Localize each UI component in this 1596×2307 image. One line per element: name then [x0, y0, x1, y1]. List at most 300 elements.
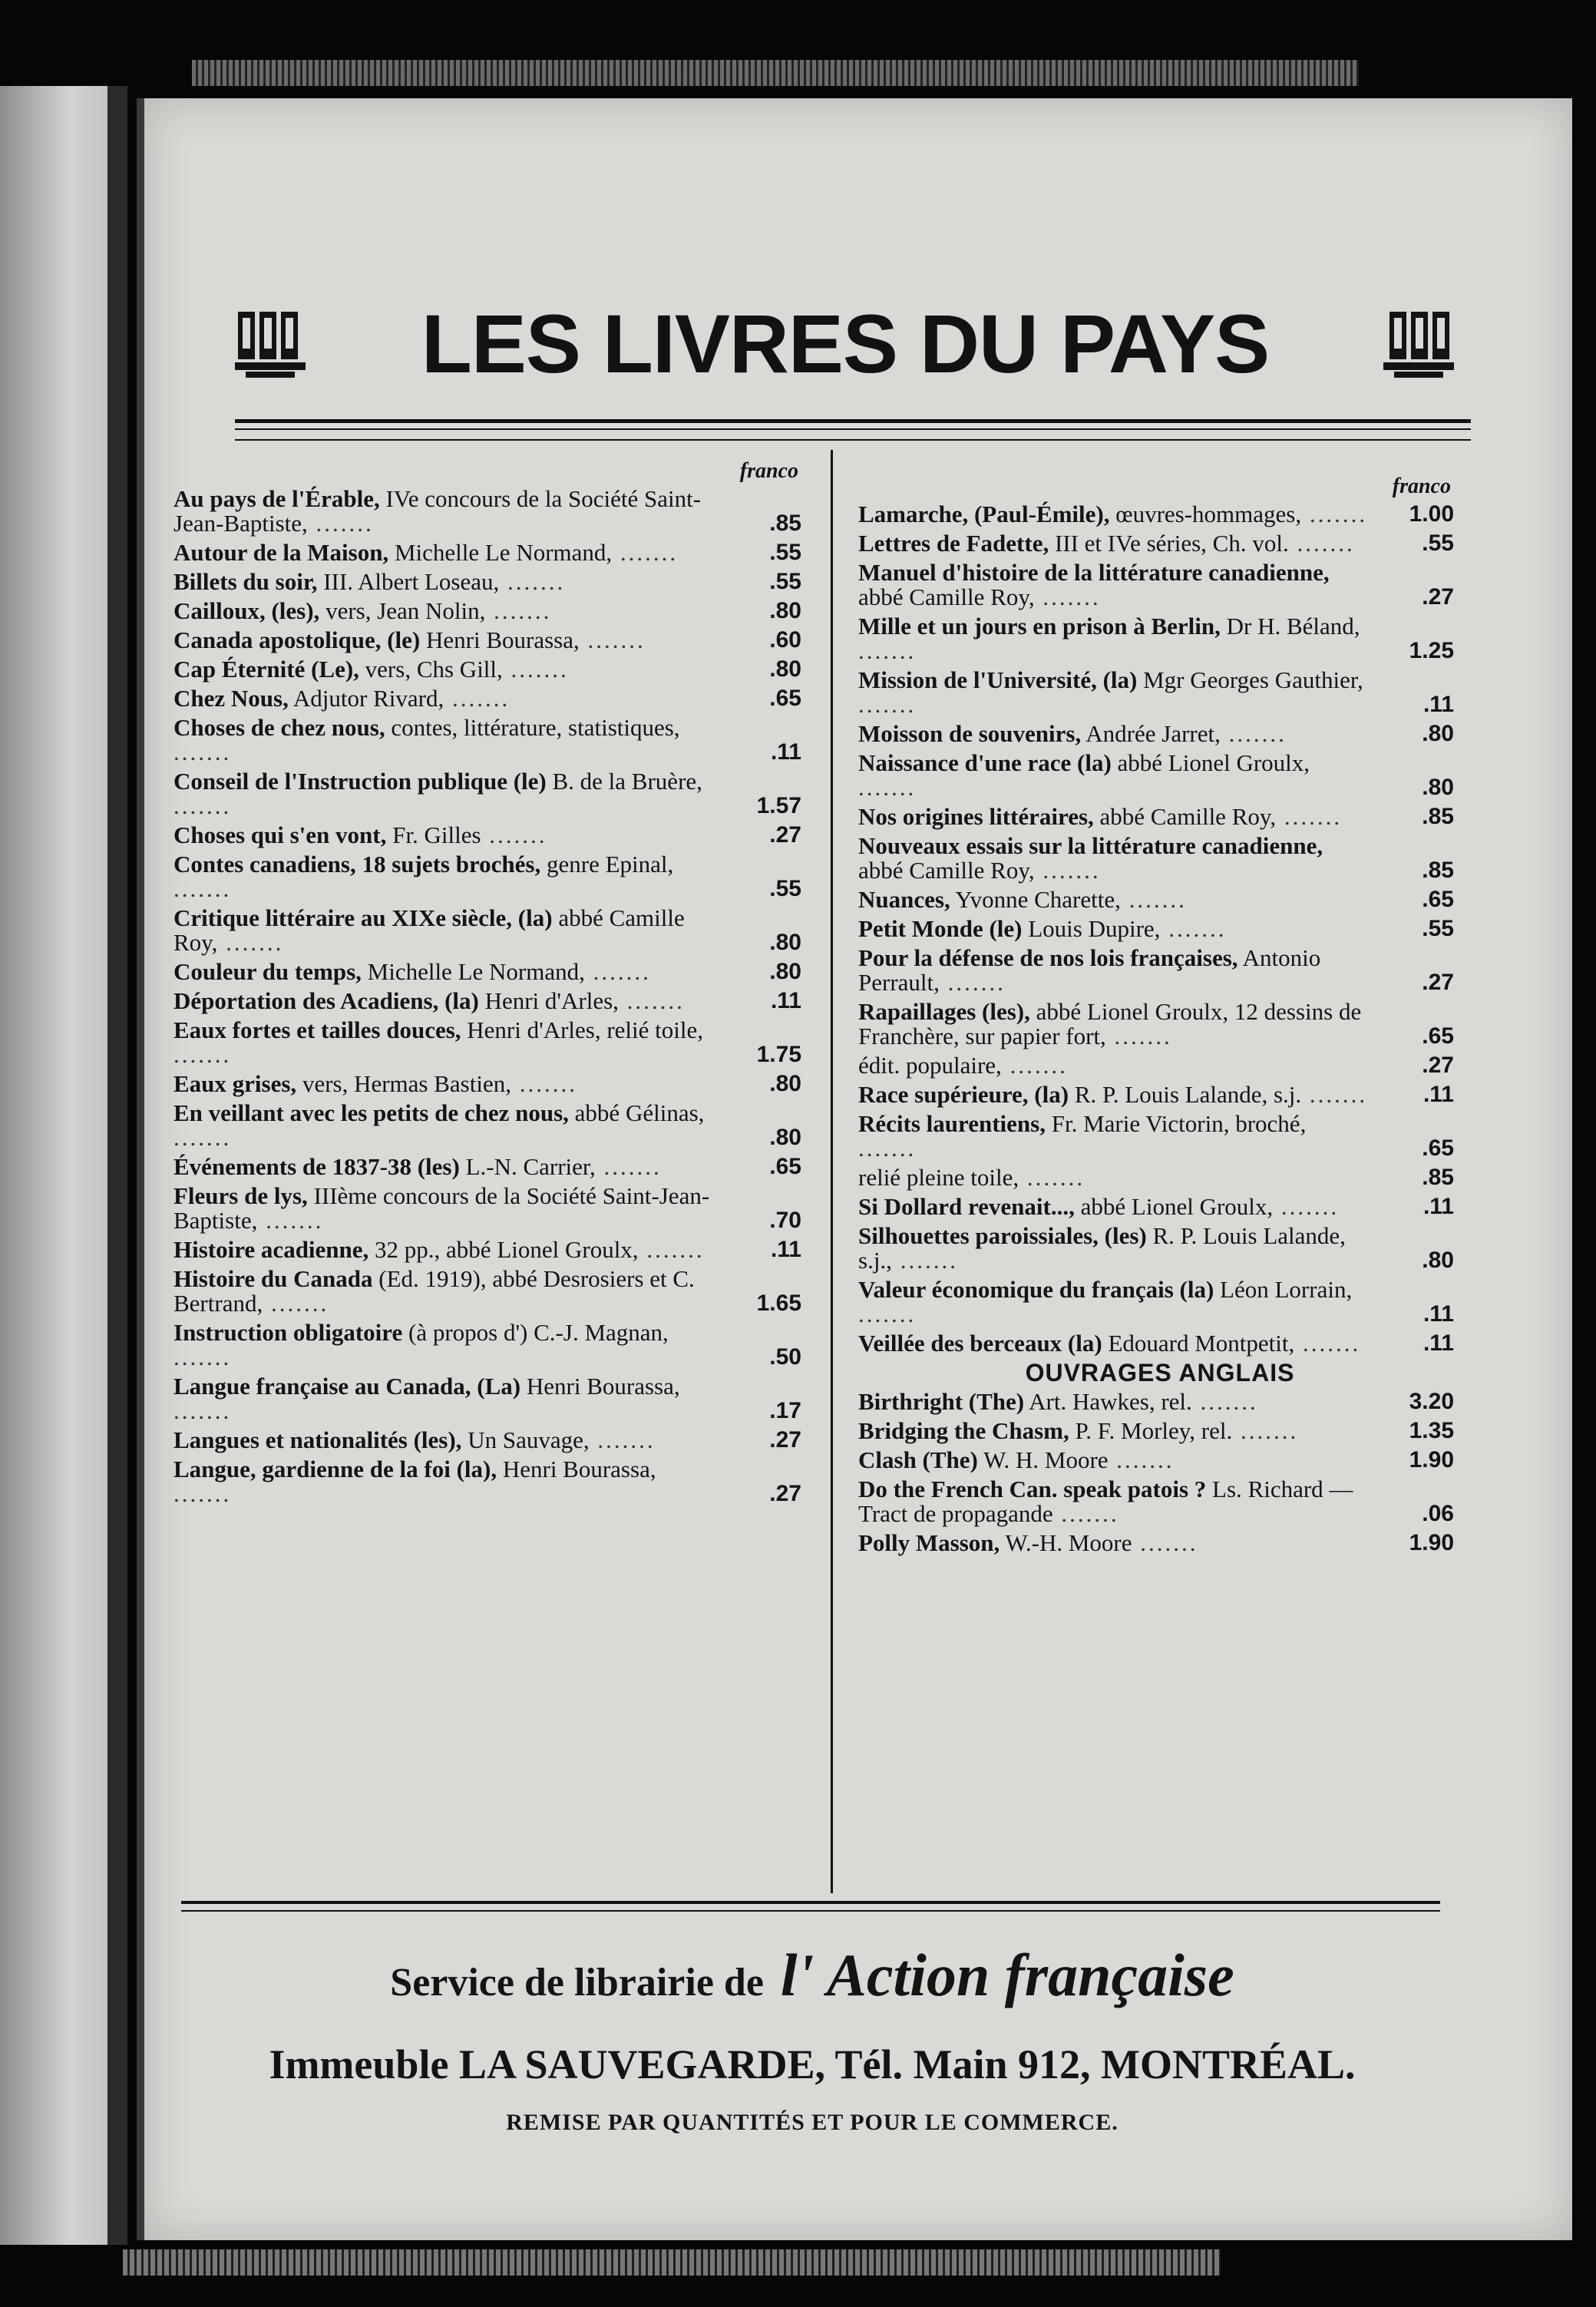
book-entry: [173, 570, 809, 594]
dot-leader: .......: [589, 1426, 656, 1453]
entries-left: [173, 487, 809, 1506]
book-author: abbé Lionel Groulx,: [1074, 1193, 1274, 1220]
book-price: 1.90: [1409, 1447, 1454, 1472]
book-author: Louis Dupire,: [1022, 915, 1161, 942]
book-title: Race supérieure, (la): [858, 1081, 1069, 1108]
book-price: .11: [1423, 1194, 1454, 1219]
book-title: Si Dollard revenait...,: [858, 1193, 1075, 1220]
book-title: Eaux grises,: [173, 1070, 297, 1097]
book-entry: [858, 1419, 1462, 1443]
book-list-right: [858, 474, 1462, 1560]
book-title: Fleurs de lys,: [173, 1182, 308, 1209]
book-title: Clash (The): [858, 1446, 978, 1473]
dot-leader: .......: [173, 1344, 232, 1370]
book-list-left: [173, 459, 809, 1511]
book-author: vers, Hermas Bastien,: [296, 1070, 511, 1097]
page-gutter-shadow: [107, 86, 127, 2245]
dot-leader: .......: [1273, 1193, 1340, 1220]
book-price: 1.65: [756, 1291, 801, 1316]
book-title: Événements de 1837-38 (les): [173, 1153, 460, 1180]
book-title: Contes canadiens, 18 sujets brochés,: [173, 851, 541, 878]
book-price: 3.20: [1409, 1389, 1454, 1414]
dot-leader: .......: [173, 739, 232, 765]
book-author: Antonio Perrault,: [858, 944, 1321, 996]
book-entry-text: [173, 769, 809, 818]
book-title: Nos origines littéraires,: [858, 803, 1094, 830]
book-entry: [858, 887, 1462, 912]
book-price: .50: [769, 1344, 801, 1370]
book-title: Bridging the Chasm,: [858, 1417, 1069, 1444]
dot-leader: .......: [511, 1070, 577, 1097]
book-price: .55: [769, 876, 801, 901]
book-entry-text: [173, 989, 809, 1013]
book-author: III. Albert Loseau,: [317, 568, 500, 595]
book-entry-text: [858, 1419, 1462, 1443]
book-entry-text: [858, 887, 1462, 912]
book-price: 1.35: [1409, 1418, 1454, 1443]
book-title: Lamarche, (Paul-Émile),: [858, 501, 1110, 527]
book-entry: [858, 1000, 1462, 1049]
book-entry: [173, 599, 809, 623]
dot-leader: .......: [1288, 530, 1355, 557]
book-author: IIIème concours de la Société Saint-Jean-Baptiste,: [173, 1182, 710, 1234]
book-author: abbé Lionel Groulx, 12 dessins de Franchère, sur papier fort,: [858, 998, 1362, 1049]
book-price: .80: [769, 1125, 801, 1150]
book-entry: [858, 1082, 1462, 1107]
book-author: genre Epinal,: [540, 851, 674, 878]
book-title: Lettres de Fadette,: [858, 530, 1049, 557]
book-title: Nuances,: [858, 886, 950, 913]
book-title: Birthright (The): [858, 1388, 1025, 1415]
dot-leader: .......: [1191, 1388, 1258, 1415]
book-price: .11: [1423, 1301, 1454, 1327]
book-entry: [858, 1224, 1462, 1273]
book-author: Michelle Le Normand,: [388, 539, 613, 566]
book-entry: [858, 834, 1462, 883]
dot-leader: .......: [1294, 1330, 1361, 1357]
book-entry: [173, 1101, 809, 1150]
entries-right: [858, 502, 1462, 1356]
book-entry-text: [173, 1320, 809, 1370]
book-entry: [173, 1374, 809, 1423]
book-title: Chez Nous,: [173, 685, 289, 712]
dot-leader: .......: [1132, 1529, 1198, 1556]
book-title: Nouveaux essais sur la littérature canadienne,: [858, 832, 1323, 859]
book-price: .80: [769, 598, 801, 623]
book-author: Michelle Le Normand,: [361, 958, 585, 985]
price-column-label: franco: [1392, 474, 1451, 498]
book-author: R. P. Louis Lalande, s.j.,: [858, 1222, 1346, 1274]
book-author: Dr H. Béland,: [1220, 613, 1360, 640]
dot-leader: .......: [1034, 857, 1101, 884]
header-rule: [235, 428, 1471, 430]
book-price: .65: [769, 686, 801, 711]
book-entry-text: [173, 1374, 809, 1423]
book-entry-text: [173, 906, 809, 955]
book-entry: [173, 716, 809, 765]
book-entry-text: [173, 686, 809, 711]
book-author: IVe concours de la Société Saint-Jean-Baptiste,: [173, 485, 702, 537]
footer-service-text: Service de librairie de: [390, 1961, 764, 2005]
footer-address: Immeuble LA SAUVEGARDE, Tél. Main 912, MONTRÉAL.: [269, 2041, 1356, 2087]
footer-service-line: [175, 1941, 1449, 2010]
book-title: Déportation des Acadiens, (la): [173, 987, 479, 1014]
book-entry: [858, 560, 1462, 610]
book-entry: [173, 989, 809, 1013]
book-title: Autour de la Maison,: [173, 539, 389, 566]
book-price: .85: [1422, 858, 1454, 883]
book-title: Choses de chez nous,: [173, 714, 385, 741]
book-author: Henri Bourassa,: [420, 626, 580, 653]
book-author: vers, Jean Nolin,: [319, 597, 486, 624]
book-price: 1.75: [756, 1042, 801, 1067]
dot-leader: .......: [502, 656, 569, 683]
book-entry-text: [858, 1277, 1462, 1327]
book-price: .06: [1422, 1501, 1454, 1526]
book-author: Fr. Gilles: [386, 821, 481, 848]
book-entry: [173, 686, 809, 711]
book-price: .55: [769, 569, 801, 594]
book-entry-text: [858, 946, 1462, 995]
header-rule: [235, 419, 1471, 423]
book-author: Yvonne Charette,: [950, 886, 1121, 913]
book-title: Conseil de l'Instruction publique (le): [173, 768, 547, 795]
book-author: Andrée Jarret,: [1081, 720, 1221, 747]
dot-leader: .......: [939, 969, 1006, 996]
book-entry: [858, 1331, 1462, 1356]
page-title: LES LIVRES DU PAYS: [421, 297, 1270, 390]
price-column-label: franco: [739, 459, 798, 483]
book-price: 1.25: [1409, 638, 1454, 663]
book-title: Polly Masson,: [858, 1529, 1000, 1556]
book-title: Do the French Can. speak patois ?: [858, 1476, 1207, 1502]
dot-leader: .......: [1220, 720, 1287, 747]
book-entry-text: [173, 1457, 809, 1506]
dot-leader: .......: [1052, 1500, 1119, 1527]
book-price: .55: [1422, 916, 1454, 941]
dot-leader: .......: [1108, 1446, 1175, 1473]
dot-leader: .......: [499, 568, 566, 595]
book-price: .55: [769, 540, 801, 565]
book-title: Moisson de souvenirs,: [858, 720, 1082, 747]
dot-leader: .......: [173, 1041, 232, 1068]
book-title: En veillant avec les petits de chez nous,: [173, 1099, 569, 1126]
book-title: Manuel d'histoire de la littérature canadienne,: [858, 559, 1330, 586]
book-author: abbé Camille Roy,: [173, 904, 685, 956]
dot-leader: .......: [1019, 1164, 1085, 1191]
book-author: B. de la Bruère,: [546, 768, 702, 795]
dot-leader: .......: [1001, 1052, 1068, 1079]
dot-leader: .......: [1301, 501, 1368, 527]
book-entry-text: [173, 1155, 809, 1179]
column-divider: [831, 450, 833, 1893]
book-author: Henri Bourassa,: [520, 1373, 680, 1400]
book-price: .65: [1422, 1023, 1454, 1049]
book-entry: [858, 1477, 1462, 1526]
book-entry-text: [173, 823, 809, 848]
book-price: .27: [1422, 584, 1454, 610]
book-entry: [858, 531, 1462, 556]
book-price: .65: [1422, 1135, 1454, 1161]
book-price: .80: [1422, 1248, 1454, 1273]
dot-leader: .......: [612, 539, 679, 566]
book-title: Naissance d'une race (la): [858, 749, 1112, 776]
book-author: abbé Camille Roy,: [858, 583, 1035, 610]
dot-leader: .......: [1276, 803, 1343, 830]
book-price: .11: [1423, 1330, 1454, 1356]
book-title: Rapaillages (les),: [858, 998, 1030, 1025]
book-price: .80: [769, 959, 801, 984]
book-entry: [173, 1018, 809, 1067]
footer-rule: [181, 1910, 1440, 1912]
book-author: Edouard Montpetit,: [1102, 1330, 1295, 1357]
book-price: .11: [1423, 692, 1454, 717]
book-entry-text: [858, 531, 1462, 556]
book-entry: [173, 769, 809, 818]
dot-leader: .......: [173, 875, 232, 902]
book-price: .11: [770, 739, 801, 765]
book-price: .85: [1422, 1165, 1454, 1190]
book-entry-text: [858, 560, 1462, 610]
dot-leader: .......: [1160, 915, 1227, 942]
book-entry: [858, 1448, 1462, 1472]
book-entry-text: [173, 628, 809, 653]
book-entry-text: [858, 834, 1462, 883]
book-entry: [173, 906, 809, 955]
book-price: .80: [769, 656, 801, 682]
book-entry-text: [858, 1082, 1462, 1107]
book-entry-text: [173, 1184, 809, 1233]
dot-leader: .......: [891, 1247, 958, 1274]
book-price: .80: [1422, 721, 1454, 746]
book-author: (Ed. 1919), abbé Desrosiers et C. Bertrand,: [173, 1265, 695, 1317]
book-author: Léon Lorrain,: [1214, 1276, 1353, 1303]
book-entry: [858, 1531, 1462, 1555]
book-price: .27: [769, 1481, 801, 1506]
book-author: Mgr Georges Gauthier,: [1137, 666, 1363, 693]
dot-leader: .......: [173, 1124, 232, 1151]
footer-rule: [181, 1901, 1440, 1904]
book-entry-text: [858, 1000, 1462, 1049]
dot-leader: .......: [1105, 1023, 1172, 1049]
book-price: .27: [1422, 1053, 1454, 1078]
book-author: R. P. Louis Lalande, s.j.: [1069, 1081, 1302, 1108]
book-title: Mission de l'Université, (la): [858, 666, 1138, 693]
dot-leader: .......: [481, 821, 547, 848]
dot-leader: .......: [858, 637, 917, 664]
book-entry: [173, 1238, 809, 1262]
book-price: .11: [770, 988, 801, 1013]
book-entry: [173, 1155, 809, 1179]
book-entry: [173, 823, 809, 848]
book-price: .11: [770, 1237, 801, 1262]
book-price: .27: [769, 822, 801, 848]
book-entry: [858, 1195, 1462, 1219]
film-perforation-top: [192, 60, 1359, 86]
book-author: L.-N. Carrier,: [459, 1153, 596, 1180]
book-price: .80: [1422, 775, 1454, 800]
dot-leader: .......: [584, 958, 651, 985]
book-entry-text: [858, 1531, 1462, 1555]
book-entry-text: [173, 570, 809, 594]
ornament-right-icon: [1371, 307, 1456, 381]
header-rule: [235, 439, 1471, 441]
book-entry-text: [173, 1428, 809, 1453]
book-entry: [858, 1165, 1462, 1190]
dot-leader: .......: [638, 1236, 705, 1263]
book-author: abbé Camille Roy,: [1093, 803, 1277, 830]
dot-leader: .......: [858, 774, 917, 801]
book-price: .17: [769, 1398, 801, 1423]
book-author: Henri d'Arles, relié toile,: [461, 1016, 704, 1043]
book-entry-text: [858, 722, 1462, 746]
dot-leader: .......: [579, 626, 646, 653]
book-entry-text: [858, 805, 1462, 829]
book-author: 32 pp., abbé Lionel Groulx,: [368, 1236, 639, 1263]
book-price: .60: [769, 627, 801, 653]
book-entry-text: [173, 540, 809, 565]
book-entry-text: [173, 1018, 809, 1067]
book-entry: [858, 805, 1462, 829]
film-perforation-bottom: [123, 2249, 1221, 2276]
book-price: 1.00: [1409, 501, 1454, 527]
book-entry: [858, 946, 1462, 995]
book-title: Cap Éternité (Le),: [173, 656, 359, 683]
book-price: 1.57: [756, 793, 801, 818]
book-entry: [173, 1320, 809, 1370]
dot-leader: .......: [858, 691, 917, 718]
book-entry: [858, 751, 1462, 800]
book-entry: [858, 722, 1462, 746]
book-title: Couleur du temps,: [173, 958, 362, 985]
book-entry: [858, 502, 1462, 527]
book-entry: [173, 1184, 809, 1233]
book-author: Henri Bourassa,: [497, 1456, 656, 1482]
book-entry-text: [173, 1267, 809, 1316]
book-entry: [858, 668, 1462, 717]
book-entry-text: [858, 1053, 1462, 1078]
book-entry-text: [858, 502, 1462, 527]
dot-leader: .......: [173, 792, 232, 819]
book-title: Langue, gardienne de la foi (la),: [173, 1456, 497, 1482]
book-price: .65: [769, 1154, 801, 1179]
dot-leader: .......: [858, 1301, 917, 1327]
book-entry-text: [858, 1448, 1462, 1472]
book-entry: [173, 1267, 809, 1316]
footer-discount-note: REMISE PAR QUANTITÉS ET POUR LE COMMERCE.: [506, 2110, 1119, 2135]
book-entry: [173, 487, 809, 536]
book-entry-text: [858, 1477, 1462, 1526]
dot-leader: .......: [173, 1397, 232, 1424]
book-author: Ls. Richard — Tract de propagande: [858, 1476, 1353, 1527]
dot-leader: .......: [173, 1480, 232, 1507]
book-entry-text: [858, 1165, 1462, 1190]
book-title: Billets du soir,: [173, 568, 318, 595]
dot-leader: .......: [618, 987, 685, 1014]
book-author: Henri d'Arles,: [478, 987, 619, 1014]
book-title: Choses qui s'en vont,: [173, 821, 387, 848]
book-entry-text: [173, 1072, 809, 1096]
entries-english: [858, 1390, 1462, 1555]
book-entry: [858, 917, 1462, 941]
book-price: 1.90: [1409, 1530, 1454, 1555]
book-entry-text: [858, 1331, 1462, 1356]
book-price: .65: [1422, 887, 1454, 912]
book-price: .11: [1423, 1082, 1454, 1107]
book-entry: [858, 1390, 1462, 1414]
book-price: .85: [769, 511, 801, 536]
book-price: .80: [769, 930, 801, 955]
dot-leader: .......: [858, 1135, 917, 1162]
book-entry-text: [858, 1195, 1462, 1219]
book-entry-text: [173, 487, 809, 536]
book-entry-text: [858, 751, 1462, 800]
book-entry: [173, 657, 809, 682]
book-entry-text: [173, 599, 809, 623]
book-entry: [858, 614, 1462, 663]
book-author: (à propos d') C.-J. Magnan,: [402, 1319, 669, 1346]
book-price: .27: [769, 1427, 801, 1453]
book-author: abbé Camille Roy,: [858, 857, 1035, 884]
book-author: Fr. Marie Victorin, broché,: [1045, 1110, 1307, 1137]
book-entry: [173, 1428, 809, 1453]
book-entry-text: [858, 1224, 1462, 1273]
book-price: .27: [1422, 970, 1454, 995]
book-entry-text: [173, 1238, 809, 1262]
dot-leader: .......: [263, 1290, 329, 1317]
book-author: P. F. Morley, rel.: [1069, 1417, 1233, 1444]
book-author: W.-H. Moore: [1000, 1529, 1132, 1556]
dot-leader: .......: [1034, 583, 1101, 610]
book-entry-text: [173, 657, 809, 682]
book-title: Canada apostolique, (le): [173, 626, 421, 653]
book-entry-text: [858, 1112, 1462, 1161]
book-title: Langue française au Canada, (La): [173, 1373, 521, 1400]
book-entry: [173, 960, 809, 984]
book-price: .80: [769, 1071, 801, 1096]
book-title: Silhouettes paroissiales, (les): [858, 1222, 1147, 1249]
book-entry-text: [173, 1101, 809, 1150]
dot-leader: .......: [485, 597, 552, 624]
book-entry-text: [858, 917, 1462, 941]
book-title: Eaux fortes et tailles douces,: [173, 1016, 461, 1043]
dot-leader: .......: [1301, 1081, 1368, 1108]
book-price: .55: [1422, 530, 1454, 556]
book-author: vers, Chs Gill,: [359, 656, 503, 683]
book-title: Petit Monde (le): [858, 915, 1023, 942]
book-title: Critique littéraire au XIXe siècle, (la): [173, 904, 553, 931]
book-title: Valeur économique du français (la): [858, 1276, 1214, 1303]
book-title: Mille et un jours en prison à Berlin,: [858, 613, 1221, 640]
book-title: Histoire du Canada: [173, 1265, 373, 1292]
book-entry: [173, 628, 809, 653]
book-author: abbé Lionel Groulx,: [1111, 749, 1310, 776]
book-author: œuvres-hommages,: [1109, 501, 1302, 527]
book-entry: [173, 852, 809, 901]
book-entry: [858, 1112, 1462, 1161]
book-price: .85: [1422, 804, 1454, 829]
dot-leader: .......: [444, 685, 511, 712]
dot-leader: .......: [1120, 886, 1187, 913]
book-title: Histoire acadienne,: [173, 1236, 369, 1263]
book-title: Récits laurentiens,: [858, 1110, 1046, 1137]
book-author: édit. populaire,: [858, 1052, 1002, 1079]
book-title: Pour la défense de nos lois françaises,: [858, 944, 1238, 971]
dot-leader: .......: [595, 1153, 662, 1180]
book-entry: [173, 1072, 809, 1096]
book-entry-text: [173, 852, 809, 901]
book-author: contes, littérature, statistiques,: [385, 714, 680, 741]
